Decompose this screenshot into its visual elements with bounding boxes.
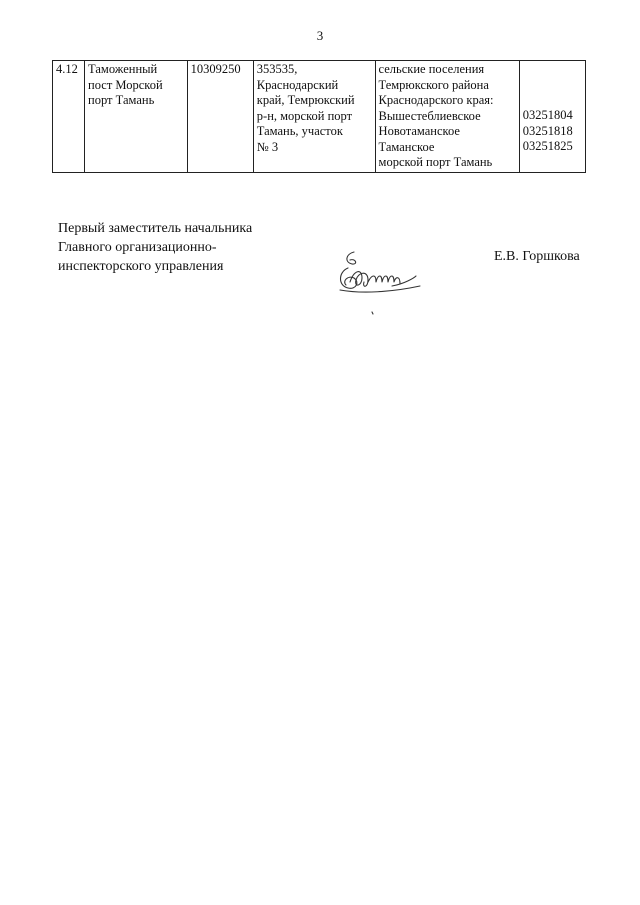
- territory-line: Темрюкского района: [378, 77, 489, 92]
- signatory-title-line: Первый заместитель начальника: [58, 221, 253, 236]
- address-line: № 3: [256, 139, 279, 154]
- territory-cell: [375, 61, 519, 173]
- oktmo-code: 03251825: [522, 139, 573, 153]
- oktmo-code: 03251818: [522, 123, 573, 138]
- territory-line: сельские поселения: [378, 62, 485, 76]
- address-line: р-н, морской порт: [256, 108, 353, 123]
- territory-line: морской порт Тамань: [378, 155, 493, 169]
- post-name-line: пост Морской: [88, 77, 163, 92]
- signatory-title-line: инспекторского управления: [58, 259, 224, 274]
- customs-post-table: [52, 60, 586, 173]
- address-line: Тамань, участок: [256, 124, 343, 138]
- row-number-cell: [53, 61, 85, 173]
- territory-line: Новотаманское: [378, 124, 460, 138]
- address-line: 353535,: [256, 62, 298, 76]
- address-line: край, Темрюкский: [256, 93, 355, 107]
- oktmo-cell: [519, 61, 585, 173]
- post-name-line: Таможенный: [88, 62, 158, 76]
- post-code-cell: [187, 61, 253, 173]
- signer-name: Е.В. Горшкова: [494, 249, 580, 264]
- table-row: [53, 61, 586, 173]
- signatory-title-line: Главного организационно-: [58, 240, 217, 255]
- post-code: 10309250: [190, 62, 241, 76]
- signatory-title: [58, 219, 252, 276]
- territory-line: Краснодарского края:: [378, 93, 494, 107]
- post-name-cell: [85, 61, 188, 173]
- address-cell: [253, 61, 375, 173]
- row-number: 4.12: [56, 62, 78, 76]
- address-line: Краснодарский: [256, 77, 339, 92]
- page-number: 3: [316, 28, 324, 43]
- handwritten-signature: [332, 248, 432, 320]
- oktmo-code: 03251804: [522, 108, 573, 122]
- territory-line: Таманское: [378, 139, 435, 154]
- territory-line: Вышестеблиевское: [378, 108, 481, 123]
- post-name-line: порт Тамань: [88, 93, 155, 107]
